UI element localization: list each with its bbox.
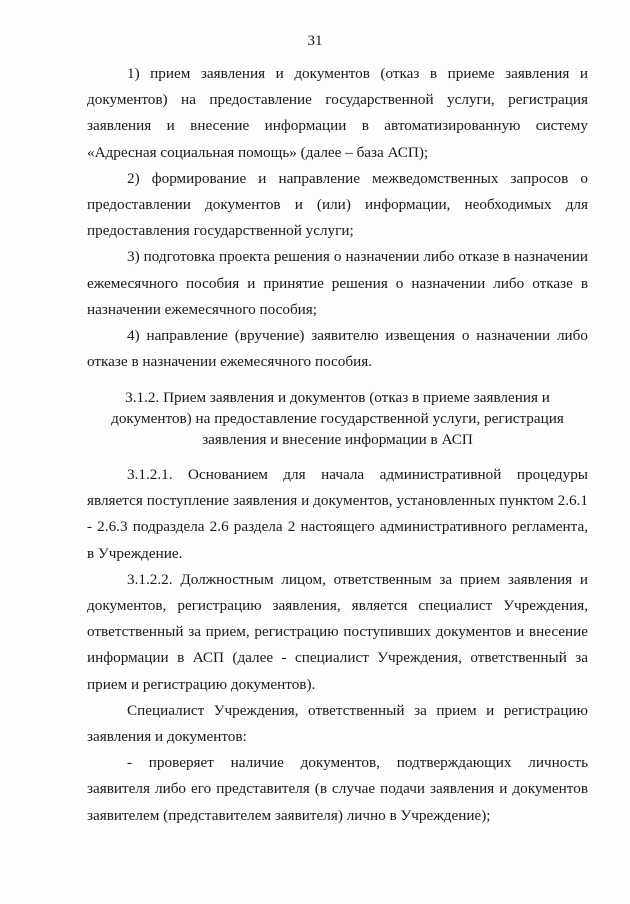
section-body — [87, 462, 588, 829]
list-item: 4) направление (вручение) заявителю извещения о назначении либо отказе в назначении ежемесячного пособия. — [87, 327, 588, 371]
list-item: 1) прием заявления и документов (отказ в приеме заявления и документов) на предоставление государственной услуги, регистрация заявления и внесение информации в автоматизированную систему «Адресная социальная помощь» (далее – база АСП); — [87, 65, 588, 161]
section-heading-line: документов) на предоставление государственной услуги, регистрация — [111, 410, 564, 427]
procedure-list — [87, 61, 588, 375]
section-heading-line: заявления и внесение информации в АСП — [202, 431, 473, 448]
list-item: 3) подготовка проекта решения о назначении либо отказе в назначении ежемесячного пособия и принятие решения о назначении либо отказе в назначении ежемесячного пособия; — [87, 248, 588, 318]
paragraph: - проверяет наличие документов, подтверждающих личность заявителя либо его представителя (в случае подачи заявления и документов заявителем (представителем заявителя) лично в Учреждение); — [87, 754, 588, 824]
page-number: 31 — [307, 33, 323, 49]
section-heading-line: 3.1.2. Прием заявления и документов (отказ в приеме заявления и — [125, 389, 550, 406]
paragraph: 3.1.2.2. Должностным лицом, ответственным за прием заявления и документов, регистрацию заявления, является специалист Учреждения, ответственный за прием, регистрацию поступивших документов и внесение информации в АСП (далее - специалист Учреждения, ответственный за прием и регистрацию документов). — [87, 570, 588, 693]
section-heading — [87, 387, 588, 450]
paragraph: 3.1.2.1. Основанием для начала административной процедуры является поступление заявления и документов, установленных пунктом 2.6.1 - 2.6.3 подраздела 2.6 раздела 2 настоящего административного регламента, в Учреждение. — [87, 466, 588, 562]
list-item: 2) формирование и направление межведомственных запросов о предоставлении документов и (или) информации, необходимых для предоставления государственной услуги; — [87, 169, 588, 240]
paragraph: Специалист Учреждения, ответственный за прием и регистрацию заявления и документов: — [87, 701, 588, 746]
